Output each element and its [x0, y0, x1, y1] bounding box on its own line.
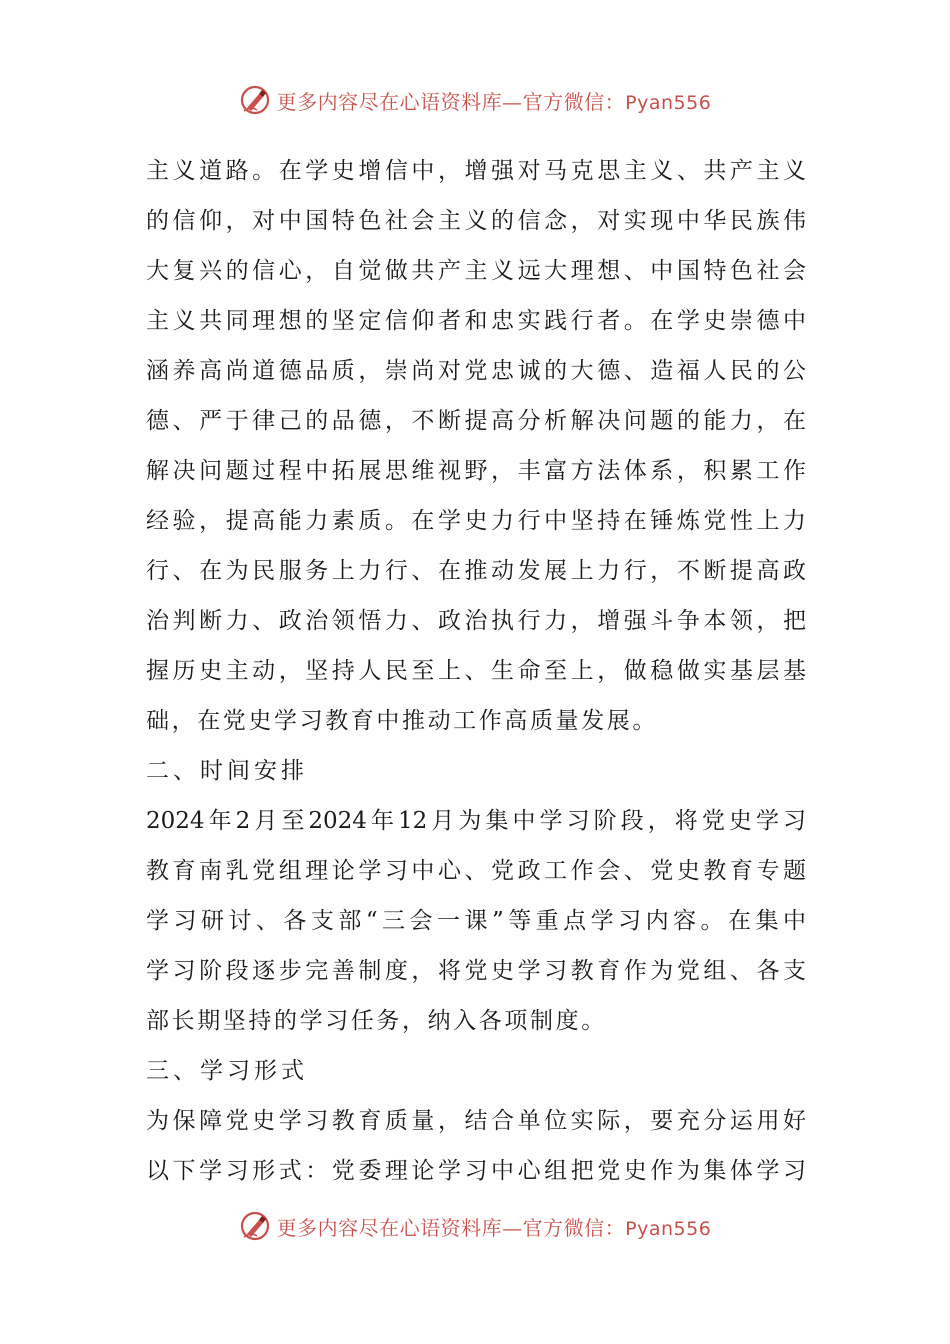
body-line: 涵养高尚道德品质，崇尚对党忠诚的大德、造福人民的公	[146, 358, 806, 384]
body-line: 治判断力、政治领悟力、政治执行力，增强斗争本领，把	[146, 608, 806, 634]
body-line: 部长期坚持的学习任务，纳入各项制度。	[146, 1008, 607, 1034]
section-heading-format: 三、学习形式	[146, 1058, 308, 1084]
body-line: 主义共同理想的坚定信仰者和忠实践行者。在学史崇德中	[146, 308, 806, 334]
body-line: 以下学习形式：党委理论学习中心组把党史作为集体学习	[146, 1158, 806, 1184]
body-line: 教育南乳党组理论学习中心、党政工作会、党史教育专题	[146, 858, 806, 884]
footer-watermark	[0, 1210, 950, 1242]
body-line: 解决问题过程中拓展思维视野，丰富方法体系，积累工作	[146, 458, 806, 484]
body-line: 握历史主动，坚持人民至上、生命至上，做稳做实基层基	[146, 658, 806, 684]
body-line: 2024年2月至2024年12月为集中学习阶段，将党史学习	[146, 808, 806, 834]
pen-logo-icon	[239, 84, 271, 116]
pen-logo-icon	[239, 1210, 271, 1242]
watermark-text: 更多内容尽在心语资料库—官方微信：Pyan556	[276, 1215, 712, 1240]
body-line: 大复兴的信心，自觉做共产主义远大理想、中国特色社会	[146, 258, 806, 284]
body-line: 为保障党史学习教育质量，结合单位实际，要充分运用好	[146, 1108, 806, 1134]
body-line: 学习研讨、各支部“三会一课”等重点学习内容。在集中	[146, 908, 806, 934]
watermark-text: 更多内容尽在心语资料库—官方微信：Pyan556	[276, 89, 712, 114]
section-heading-schedule: 二、时间安排	[146, 758, 308, 784]
body-line: 行、在为民服务上力行、在推动发展上力行，不断提高政	[146, 558, 806, 584]
body-line: 经验，提高能力素质。在学史力行中坚持在锤炼党性上力	[146, 508, 806, 534]
body-line: 础，在党史学习教育中推动工作高质量发展。	[146, 708, 658, 734]
body-line: 学习阶段逐步完善制度，将党史学习教育作为党组、各支	[146, 958, 806, 984]
document-body	[146, 146, 806, 1196]
header-watermark	[0, 84, 950, 116]
body-line: 的信仰，对中国特色社会主义的信念，对实现中华民族伟	[146, 208, 806, 234]
body-line: 德、严于律己的品德，不断提高分析解决问题的能力，在	[146, 408, 806, 434]
body-line: 主义道路。在学史增信中，增强对马克思主义、共产主义	[146, 158, 806, 184]
